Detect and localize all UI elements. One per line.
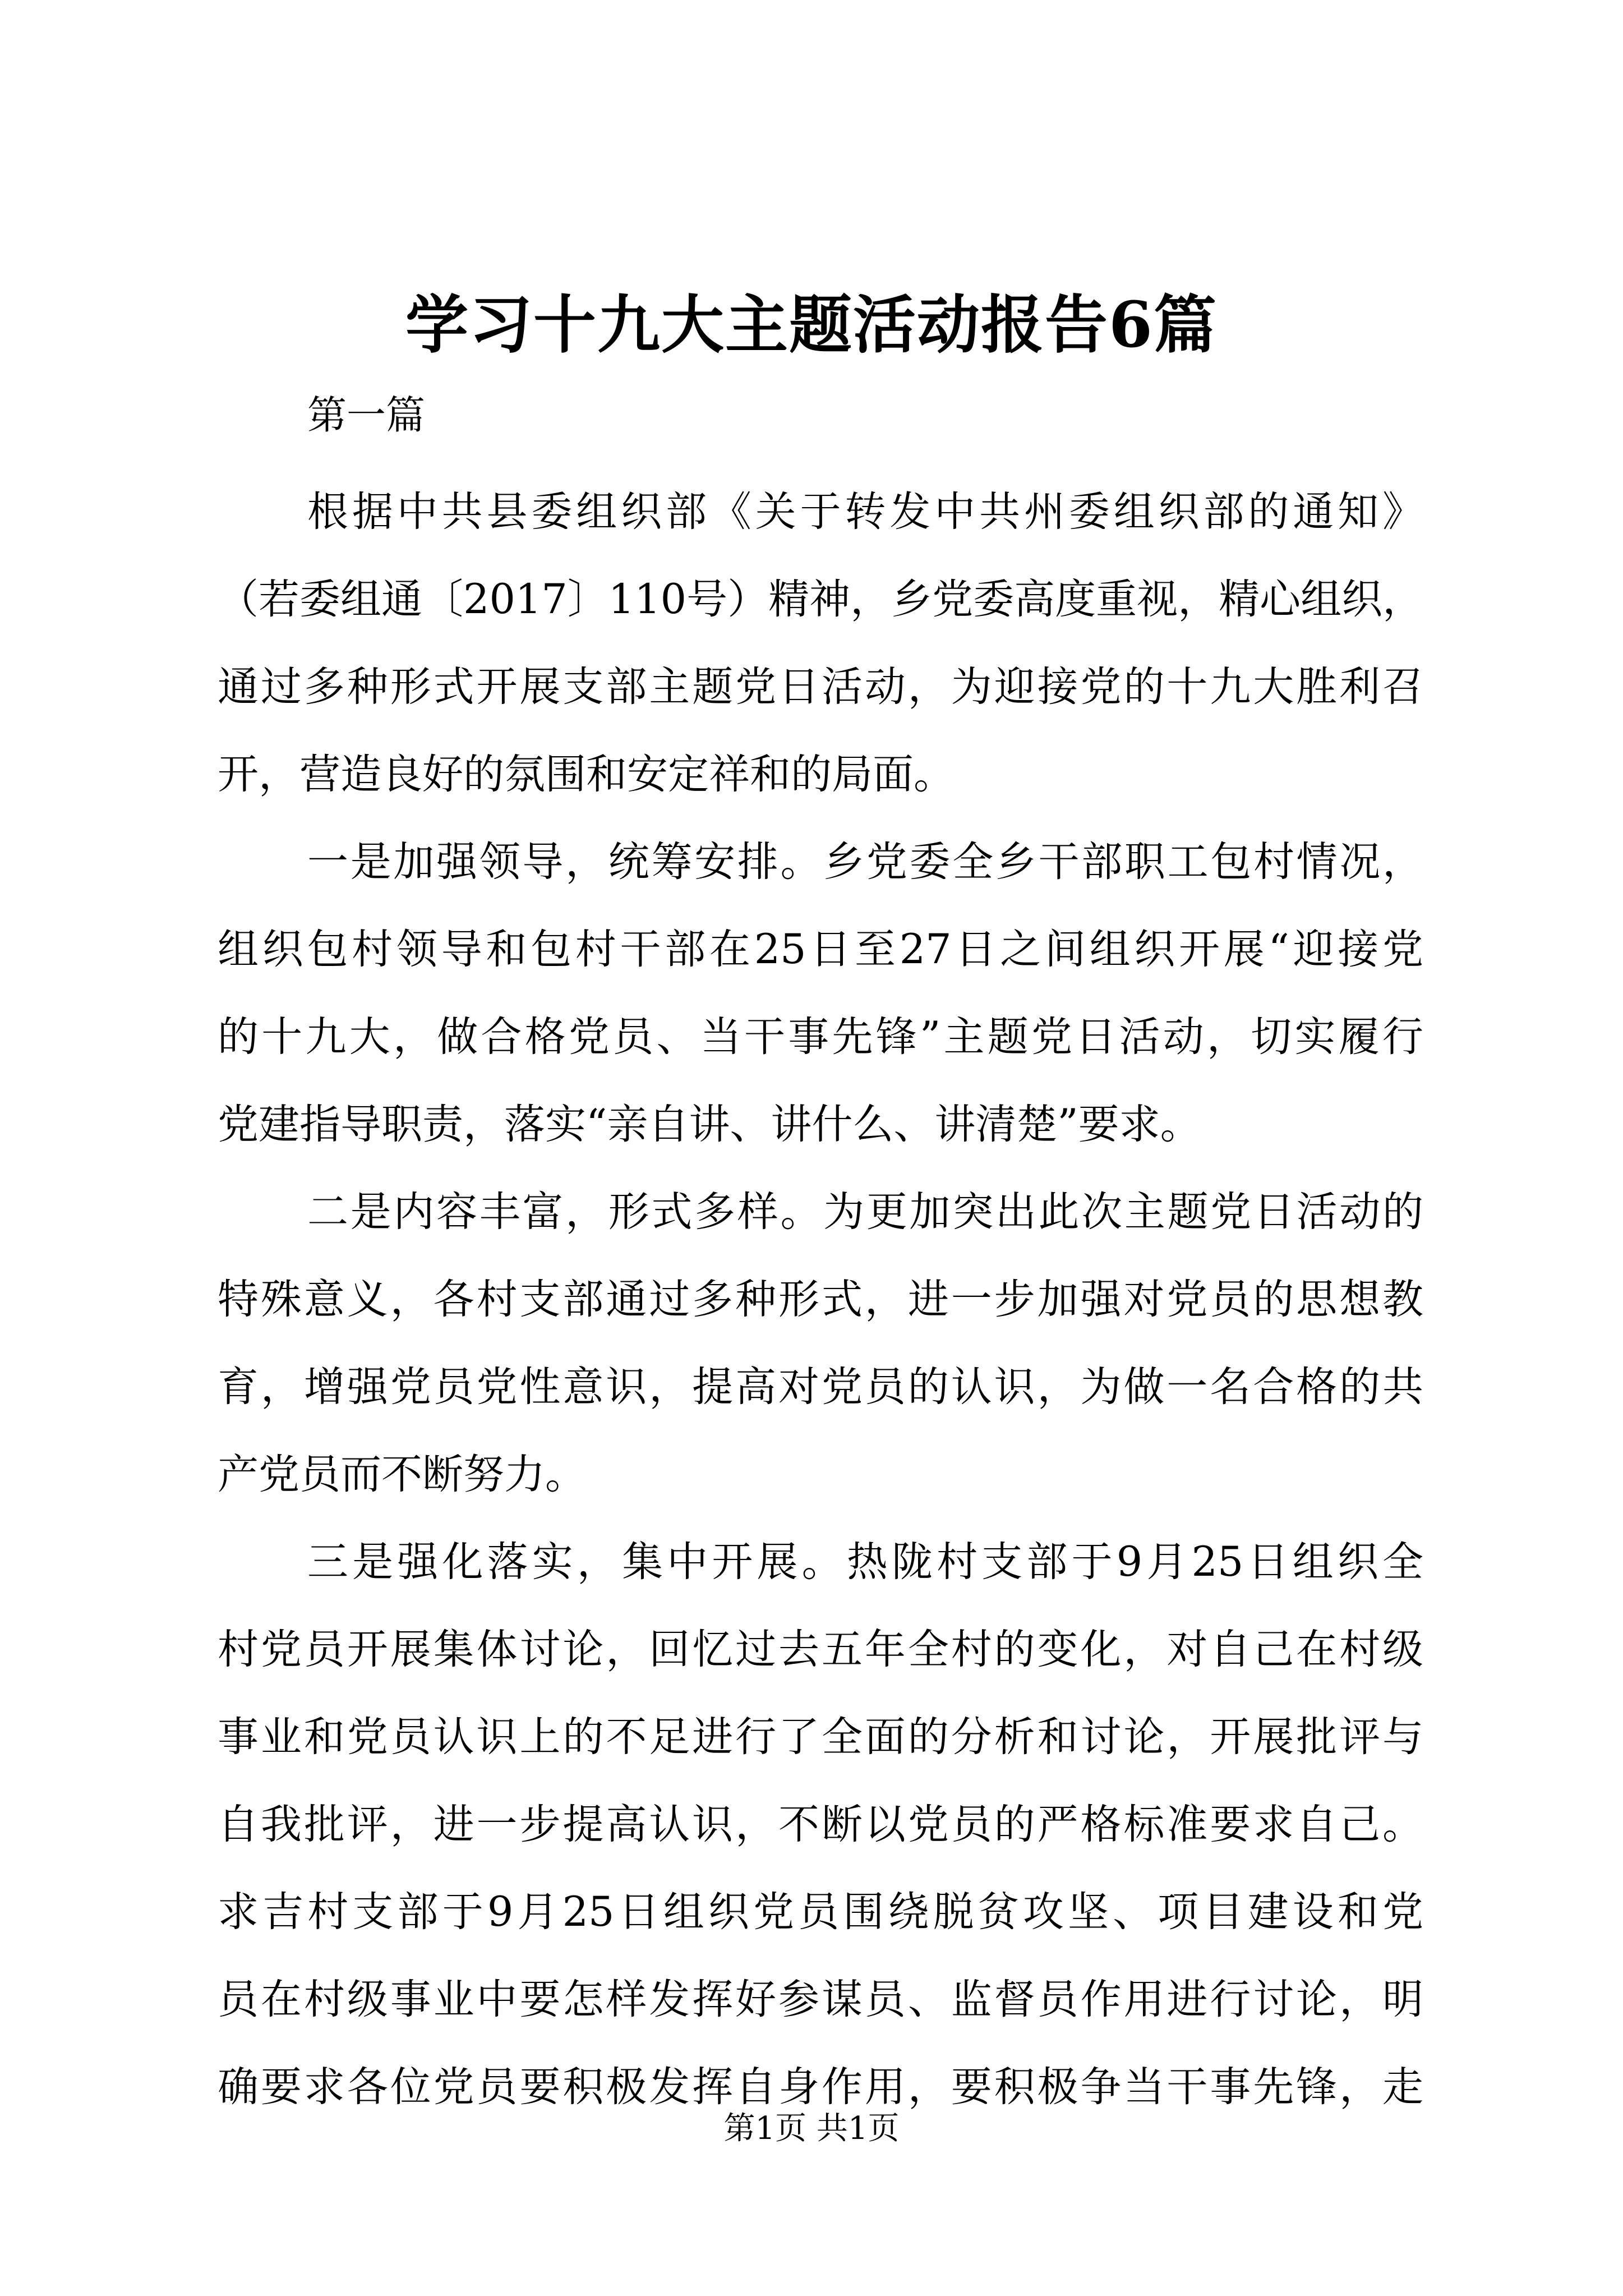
text-line: 特殊意义，各村支部通过多种形式，进一步加强对党员的思想教: [218, 1276, 1423, 1323]
text-line: 育，增强党员党性意识，提高对党员的认识，为做一名合格的共: [218, 1363, 1423, 1411]
text-line: 确要求各位党员要积极发挥自身作用，要积极争当干事先锋，走: [218, 2063, 1423, 2111]
body-text: [218, 468, 1423, 2131]
document-title: 学习十九大主题活动报告6篇: [405, 288, 1218, 362]
text-line: 通过多种形式开展支部主题党日活动，为迎接党的十九大胜利召: [218, 663, 1423, 711]
text-line: 事业和党员认识上的不足进行了全面的分析和讨论，开展批评与: [218, 1713, 1423, 1761]
text-line: 求吉村支部于9月25日组织党员围绕脱贫攻坚、项目建设和党: [218, 1888, 1423, 1936]
text-line: 员在村级事业中要怎样发挥好参谋员、监督员作用进行讨论，明: [218, 1976, 1423, 2023]
text-line: 产党员而不断努力。: [218, 1451, 586, 1498]
text-line: 三是强化落实，集中开展。热陇村支部于9月25日组织全: [307, 1538, 1423, 1586]
text-line: 村党员开展集体讨论，回忆过去五年全村的变化，对自己在村级: [218, 1626, 1423, 1673]
text-line: 开，营造良好的氛围和安定祥和的局面。: [218, 751, 955, 798]
page-footer: 第1页 共1页: [723, 2110, 900, 2147]
text-line: 一是加强领导，统筹安排。乡党委全乡干部职工包村情况，: [307, 838, 1423, 886]
text-line: 根据中共县委组织部《关于转发中共州委组织部的通知》: [307, 488, 1423, 536]
text-line: （若委组通〔2017〕110号）精神，乡党委高度重视，精心组织，: [218, 576, 1424, 623]
text-line: 的十九大，做合格党员、当干事先锋”主题党日活动，切实履行: [218, 1013, 1423, 1061]
text-line: 党建指导职责，落实“亲自讲、讲什么、讲清楚”要求。: [218, 1101, 1201, 1148]
section-heading: 第一篇: [307, 392, 425, 438]
text-line: 自我批评，进一步提高认识，不断以党员的严格标准要求自己。: [218, 1801, 1423, 1848]
text-line: 组织包村领导和包村干部在25日至27日之间组织开展“迎接党: [218, 926, 1423, 973]
text-line: 二是内容丰富，形式多样。为更加突出此次主题党日活动的: [307, 1188, 1423, 1236]
